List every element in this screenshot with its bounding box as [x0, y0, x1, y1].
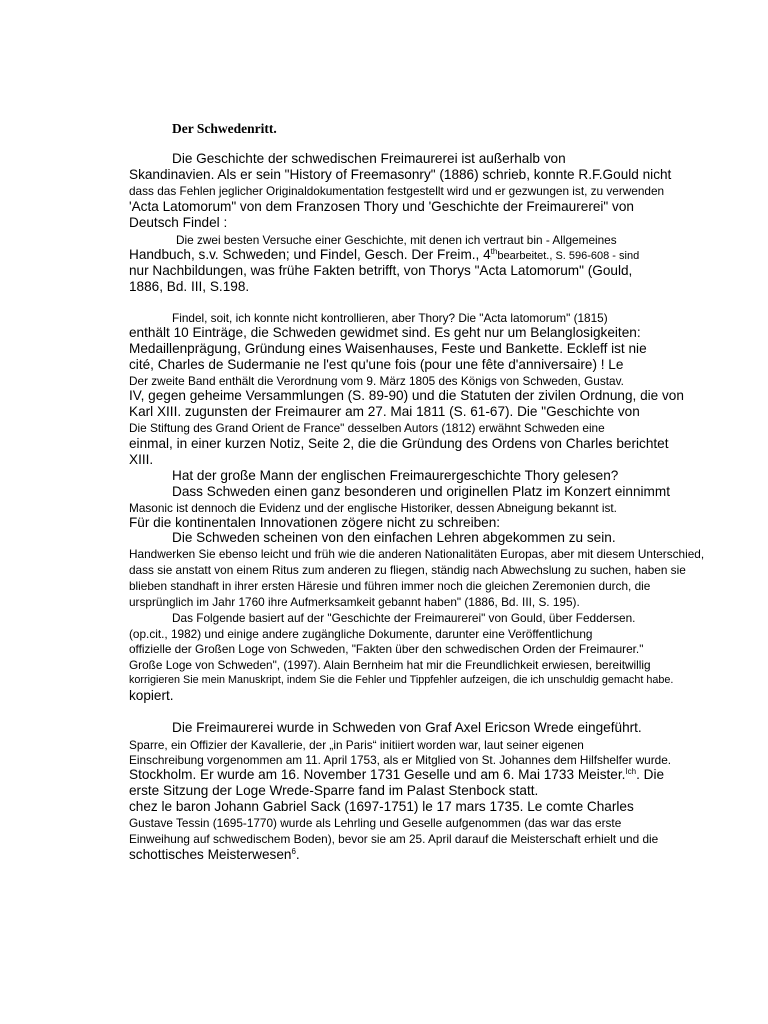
text-line: Sparre, ein Offizier der Kavallerie, der „in Paris“ initiiert worden war, laut seiner eigenen [129, 738, 584, 752]
text-line: Handwerken Sie ebenso leicht und früh wie die anderen Nationalitäten Europas, aber mit diesem Unterschied, [129, 547, 705, 561]
text-line: Masonic ist dennoch die Evidenz und der englische Historiker, dessen Abneigung bekannt ist. [129, 501, 617, 515]
text-line: Einschreibung vorgenommen am 11. April 1753, als er Mitglied von St. Johannes dem Hilfshelfer wurde. [129, 753, 672, 767]
text-segment: bearbeitet., S. 596-608 - sind [497, 250, 640, 262]
text-line: dass sie anstatt von einem Ritus zum anderen zu fliegen, ständig nach Abwechslung zu suchen, haben sie [129, 563, 686, 577]
text-line: cité, Charles de Sudermanie ne l'est qu'une fois (pour une fête d'anniversaire) ! Le [129, 357, 624, 372]
text-line: Das Folgende basiert auf der "Geschichte der Freimaurerei" von Gould, über Feddersen. [172, 611, 636, 625]
text-line: Gustave Tessin (1695-1770) wurde als Lehrling und Geselle aufgenommen (das war das erste [129, 816, 622, 830]
superscript: th [490, 247, 498, 256]
text-line: Für die kontinentalen Innovationen zögere nicht zu schreiben: [129, 515, 501, 530]
text-line: XIII. [129, 452, 154, 467]
text-line: ursprünglich im Jahr 1760 ihre Aufmerksamkeit gebannt haben" (1886, Bd. III, S. 195). [129, 595, 580, 609]
text-line: Karl XIII. zugunsten der Freimaurer am 27. Mai 1811 (S. 61-67). Die "Geschichte von [129, 404, 640, 419]
text-segment: Handbuch, s.v. Schweden; und Findel, Gesch. Der Freim., 4 [129, 247, 491, 262]
text-line: blieben standhaft in ihrer ersten Häresie und führen immer noch die gleichen Zeremonien durch, die [129, 579, 651, 593]
text-line: Die Schweden scheinen von den einfachen Lehren abgekommen zu sein. [172, 530, 616, 545]
text-line [129, 847, 300, 862]
text-line: 1886, Bd. III, S.198. [129, 279, 250, 294]
text-line: chez le baron Johann Gabriel Sack (1697-1751) le 17 mars 1735. Le comte Charles [129, 799, 634, 814]
text-line: (op.cit., 1982) und einige andere zugängliche Dokumente, darunter eine Veröffentlichung [129, 627, 593, 641]
text-line: enthält 10 Einträge, die Schweden gewidmet sind. Es geht nur um Belanglosigkeiten: [129, 325, 641, 340]
text-line: Skandinavien. Als er sein "History of Freemasonry" (1886) schrieb, konnte R.F.Gould nicht [129, 167, 672, 182]
text-line: Medaillenprägung, Gründung eines Waisenhauses, Feste und Bankette. Eckleff ist nie [129, 341, 647, 356]
text-line: Dass Schweden einen ganz besonderen und originellen Platz im Konzert einnimmt [172, 484, 670, 499]
text-line: IV, gegen geheime Versammlungen (S. 89-90) und die Statuten der zivilen Ordnung, die von [129, 388, 684, 403]
text-line: Deutsch Findel : [129, 215, 228, 230]
text-line: Große Loge von Schweden", (1997). Alain Bernheim hat mir die Freundlichkeit erwiesen, bereitwillig [129, 658, 651, 672]
text-segment: . Die [636, 767, 665, 782]
superscript: Ich [625, 767, 637, 776]
text-segment: schottisches Meisterwesen [129, 847, 292, 862]
text-line: Die Freimaurerei wurde in Schweden von Graf Axel Ericson Wrede eingeführt. [172, 720, 642, 735]
text-line: dass das Fehlen jeglicher Originaldokumentation festgestellt wird und er gezwungen ist, zu verwenden [129, 184, 665, 198]
text-line: erste Sitzung der Loge Wrede-Sparre fand im Palast Stenbock statt. [129, 783, 539, 798]
text-line: Findel, soit, ich konnte nicht kontrollieren, aber Thory? Die "Acta latomorum" (1815) [172, 311, 608, 325]
text-line: einmal, in einer kurzen Notiz, Seite 2, die die Gründung des Ordens von Charles berichtet [129, 436, 669, 451]
text-line: nur Nachbildungen, was frühe Fakten betrifft, von Thorys "Acta Latomorum" (Gould, [129, 263, 633, 278]
text-segment: . [295, 847, 300, 862]
text-line [129, 767, 664, 782]
text-line: Hat der große Mann der englischen Freimaurergeschichte Thory gelesen? [172, 468, 619, 483]
text-line: Der zweite Band enthält die Verordnung vom 9. März 1805 des Königs von Schweden, Gustav. [129, 374, 624, 388]
text-line: offizielle der Großen Loge von Schweden, "Fakten über den schwedischen Orden der Freimaurer." [129, 642, 644, 656]
text-line: 'Acta Latomorum" von dem Franzosen Thory und 'Geschichte der Freimaurerei" von [129, 199, 634, 214]
text-line: Die Geschichte der schwedischen Freimaurerei ist außerhalb von [172, 151, 566, 166]
text-line: korrigieren Sie mein Manuskript, indem Sie die Fehler und Tippfehler aufzeigen, die ich unschuldig gemacht habe. [129, 674, 674, 686]
text-line: Einweihung auf schwedischem Boden), bevor sie am 25. April darauf die Meisterschaft erhielt und die [129, 832, 659, 846]
text-line: kopiert. [129, 688, 174, 703]
text-line: Die Stiftung des Grand Orient de France" desselben Autors (1812) erwähnt Schweden eine [129, 421, 605, 435]
text-line [129, 247, 639, 262]
superscript: 6 [291, 847, 296, 856]
text-line: Die zwei besten Versuche einer Geschichte, mit denen ich vertraut bin - Allgemeines [176, 233, 617, 247]
text-segment: Stockholm. Er wurde am 16. November 1731 Geselle und am 6. Mai 1733 Meister. [129, 767, 626, 782]
document-title: Der Schwedenritt. [172, 121, 277, 136]
